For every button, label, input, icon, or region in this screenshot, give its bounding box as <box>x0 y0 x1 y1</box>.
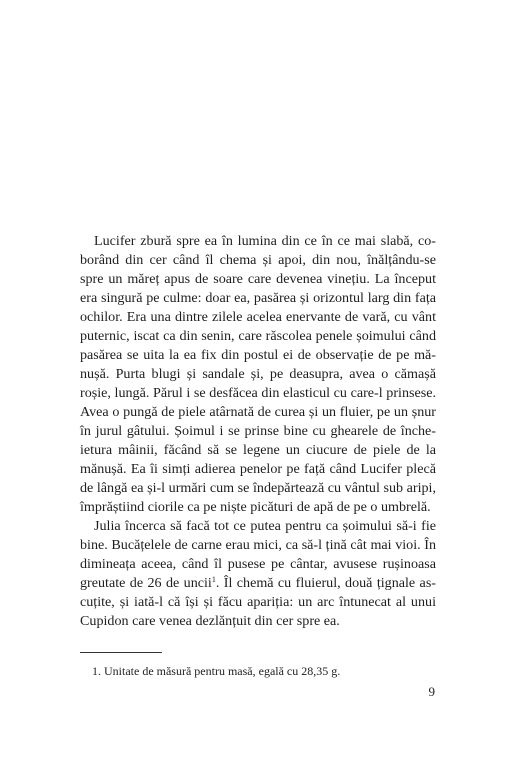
text-line: împrăștiind ciorile ca pe niște picături de apă de pe o umbrelă. <box>80 499 431 515</box>
text-line: mănușă. Ea îi simți adierea penelor pe față când Lucifer plecă <box>80 461 436 477</box>
text-line: de lângă ea și-l urmări cum se îndepărtează cu vântul sub aripi, <box>80 480 436 496</box>
footnote-reference: 1 <box>211 575 216 584</box>
text-line: Cupidon care venea dezlănțuit din cer spre ea. <box>80 613 340 629</box>
text-line: roșie, lungă. Părul i se desfăcea din elasticul cu care-l prinsese. <box>80 385 436 401</box>
text-line: cuțite, și iată-l că își și făcu apariția: un arc întunecat al unui <box>80 594 436 610</box>
text-line: dimineața aceea, când îl pusese pe cântar, avusese rușinoasa <box>80 556 436 572</box>
text-line: Avea o pungă de piele atârnată de curea și un fluier, pe un șnur <box>80 404 436 420</box>
page-number: 9 <box>428 684 435 699</box>
text-line <box>80 574 436 593</box>
text-line: puternic, iscat ca din senin, care răscolea penele șoimului când <box>80 328 436 344</box>
text-line: nușă. Purta blugi și sandale și, pe deasupra, avea o cămașă <box>80 366 436 382</box>
text-segment: greutate de 26 de uncii <box>80 575 212 591</box>
text-line: spre un măreț apus de soare care devenea vinețiu. La început <box>80 271 436 287</box>
footnote: 1. Unitate de măsură pentru masă, egală cu 28,35 g. <box>92 664 341 678</box>
text-line: bine. Bucățelele de carne erau mici, ca să-l țină cât mai vioi. În <box>80 537 436 553</box>
text-line: în jurul gâtului. Șoimul i se prinse bine cu ghearele de înche- <box>80 423 436 439</box>
text-line: borând din cer când îl chema și apoi, din nou, înălțându-se <box>80 252 436 268</box>
text-line: pasărea se uita la ea fix din postul ei de observație de pe mă- <box>80 347 436 363</box>
text-line: era singură pe culme: doar ea, pasărea și orizontul larg din fața <box>80 290 436 306</box>
text-line: ietura mâinii, făcând să se legene un ciucure de piele de la <box>80 442 436 458</box>
text-line: Lucifer zbură spre ea în lumina din ce în ce mai slabă, co- <box>94 233 436 249</box>
footnote-divider <box>80 652 162 653</box>
text-line: Julia încerca să facă tot ce putea pentru ca șoimului să-i fie <box>94 518 436 534</box>
text-segment: . Îl chemă cu fluierul, două țignale as- <box>215 575 436 591</box>
text-line: ochilor. Era una dintre zilele acelea enervante de vară, cu vânt <box>80 309 436 325</box>
